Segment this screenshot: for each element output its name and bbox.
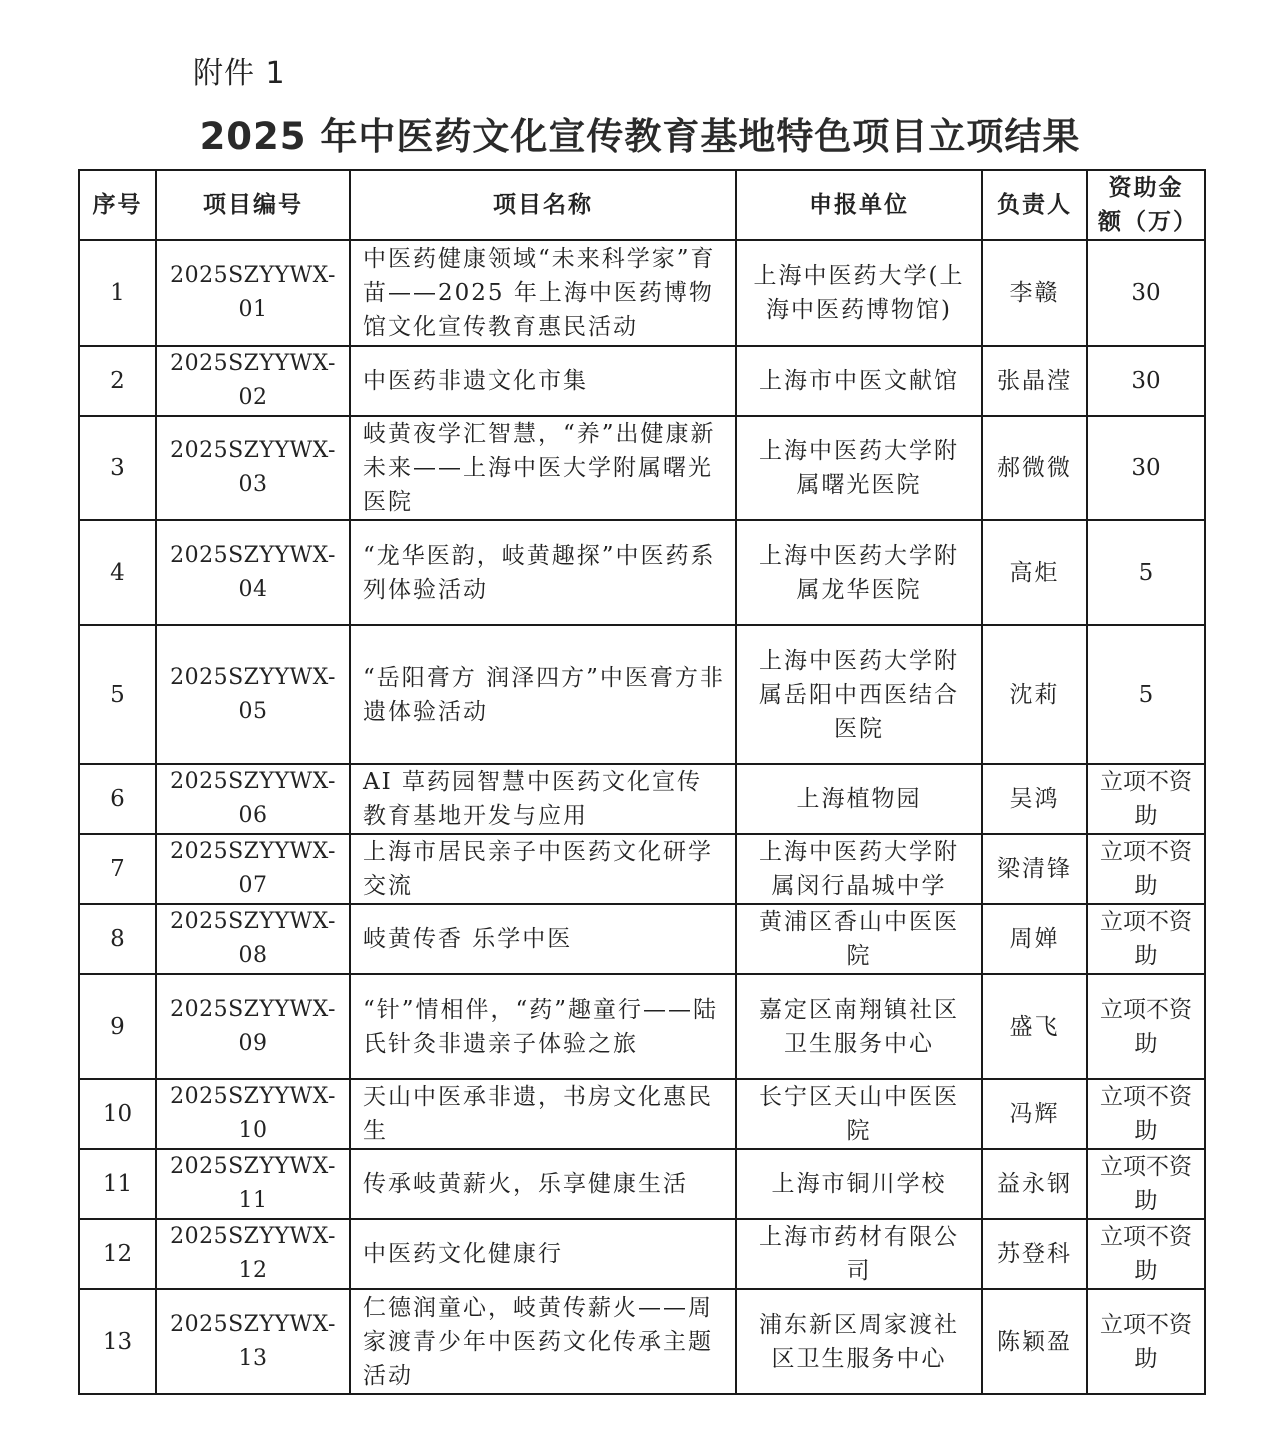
cell-no: 8 [79,904,156,974]
cell-code: 2025SZYYWX-05 [156,625,350,764]
cell-code: 2025SZYYWX-08 [156,904,350,974]
results-table [78,169,1206,1395]
cell-no: 7 [79,834,156,904]
cell-unit: 上海中医药大学附属龙华医院 [736,520,982,625]
cell-no: 11 [79,1149,156,1219]
cell-no: 13 [79,1289,156,1394]
header-name: 项目名称 [350,170,736,240]
cell-no: 12 [79,1219,156,1289]
cell-amount: 5 [1087,520,1205,625]
cell-name: 岐黄夜学汇智慧，“养”出健康新未来——上海中医大学附属曙光医院 [350,416,736,520]
cell-name: 中医药非遗文化市集 [350,346,736,416]
table-row [79,974,1205,1079]
cell-person: 郝微微 [982,416,1087,520]
cell-no: 2 [79,346,156,416]
cell-name: 天山中医承非遗，书房文化惠民生 [350,1079,736,1149]
header-unit: 申报单位 [736,170,982,240]
cell-code: 2025SZYYWX-12 [156,1219,350,1289]
cell-no: 9 [79,974,156,1079]
cell-code: 2025SZYYWX-01 [156,240,350,346]
cell-name: “岳阳膏方 润泽四方”中医膏方非遗体验活动 [350,625,736,764]
table-row [79,764,1205,834]
cell-code: 2025SZYYWX-03 [156,416,350,520]
table-row [79,1289,1205,1394]
cell-unit: 上海市铜川学校 [736,1149,982,1219]
cell-unit: 上海中医药大学附属曙光医院 [736,416,982,520]
cell-unit: 上海中医药大学附属闵行晶城中学 [736,834,982,904]
cell-code: 2025SZYYWX-06 [156,764,350,834]
cell-name: 中医药文化健康行 [350,1219,736,1289]
header-row [79,170,1205,240]
cell-unit: 上海市中医文献馆 [736,346,982,416]
cell-person: 高炬 [982,520,1087,625]
header-code: 项目编号 [156,170,350,240]
cell-amount: 立项不资助 [1087,1289,1205,1394]
table-row [79,346,1205,416]
cell-amount: 立项不资助 [1087,974,1205,1079]
cell-person: 沈莉 [982,625,1087,764]
cell-person: 冯辉 [982,1079,1087,1149]
cell-unit: 黄浦区香山中医医院 [736,904,982,974]
header-person: 负责人 [982,170,1087,240]
cell-amount: 立项不资助 [1087,904,1205,974]
cell-name: “龙华医韵，岐黄趣探”中医药系列体验活动 [350,520,736,625]
cell-name: 仁德润童心，岐黄传薪火——周家渡青少年中医药文化传承主题活动 [350,1289,736,1394]
cell-no: 3 [79,416,156,520]
cell-amount: 30 [1087,240,1205,346]
table-row [79,520,1205,625]
cell-unit: 上海植物园 [736,764,982,834]
cell-person: 张晶滢 [982,346,1087,416]
cell-person: 李赣 [982,240,1087,346]
cell-amount: 立项不资助 [1087,1079,1205,1149]
attachment-label: 附件 1 [193,56,286,91]
cell-name: AI 草药园智慧中医药文化宣传教育基地开发与应用 [350,764,736,834]
header-no: 序号 [79,170,156,240]
cell-no: 1 [79,240,156,346]
cell-unit: 上海中医药大学附属岳阳中西医结合医院 [736,625,982,764]
cell-person: 陈颖盈 [982,1289,1087,1394]
cell-code: 2025SZYYWX-11 [156,1149,350,1219]
cell-amount: 立项不资助 [1087,764,1205,834]
cell-no: 4 [79,520,156,625]
cell-name: “针”情相伴，“药”趣童行——陆氏针灸非遗亲子体验之旅 [350,974,736,1079]
cell-person: 苏登科 [982,1219,1087,1289]
cell-code: 2025SZYYWX-13 [156,1289,350,1394]
cell-code: 2025SZYYWX-09 [156,974,350,1079]
cell-person: 益永钢 [982,1149,1087,1219]
cell-unit: 长宁区天山中医医院 [736,1079,982,1149]
cell-amount: 立项不资助 [1087,1149,1205,1219]
cell-code: 2025SZYYWX-04 [156,520,350,625]
cell-name: 上海市居民亲子中医药文化研学交流 [350,834,736,904]
cell-person: 周婵 [982,904,1087,974]
table-row [79,416,1205,520]
cell-unit: 上海市药材有限公司 [736,1219,982,1289]
cell-amount: 30 [1087,346,1205,416]
cell-amount: 立项不资助 [1087,1219,1205,1289]
table-row [79,834,1205,904]
table-row [79,1079,1205,1149]
cell-no: 5 [79,625,156,764]
cell-name: 岐黄传香 乐学中医 [350,904,736,974]
cell-code: 2025SZYYWX-10 [156,1079,350,1149]
table-row [79,904,1205,974]
cell-code: 2025SZYYWX-02 [156,346,350,416]
cell-amount: 立项不资助 [1087,834,1205,904]
cell-code: 2025SZYYWX-07 [156,834,350,904]
cell-amount: 5 [1087,625,1205,764]
table-row [79,625,1205,764]
cell-person: 盛飞 [982,974,1087,1079]
table-row [79,240,1205,346]
cell-no: 6 [79,764,156,834]
cell-unit: 上海中医药大学(上海中医药博物馆) [736,240,982,346]
cell-unit: 嘉定区南翔镇社区卫生服务中心 [736,974,982,1079]
header-amount: 资助金额（万） [1087,170,1205,240]
cell-no: 10 [79,1079,156,1149]
cell-person: 梁清锋 [982,834,1087,904]
cell-amount: 30 [1087,416,1205,520]
document-title: 2025 年中医药文化宣传教育基地特色项目立项结果 [199,115,1081,158]
table-row [79,1219,1205,1289]
table-row [79,1149,1205,1219]
cell-name: 传承岐黄薪火，乐享健康生活 [350,1149,736,1219]
cell-name: 中医药健康领域“未来科学家”育苗——2025 年上海中医药博物馆文化宣传教育惠民活动 [350,240,736,346]
cell-person: 吴鸿 [982,764,1087,834]
cell-unit: 浦东新区周家渡社区卫生服务中心 [736,1289,982,1394]
